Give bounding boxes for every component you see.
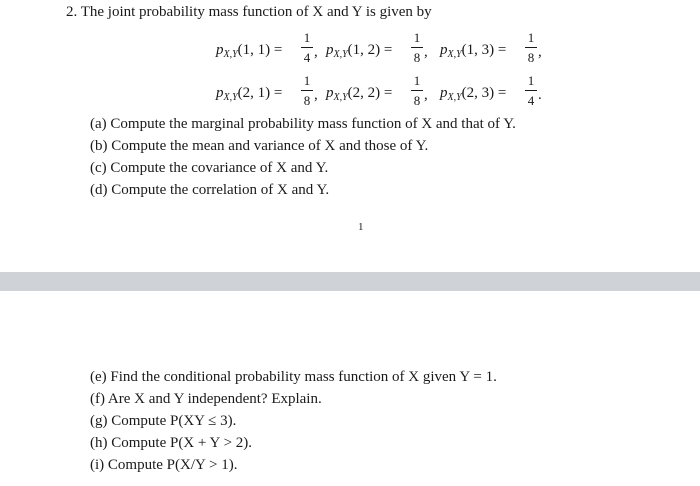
document-page-2 xyxy=(0,291,700,486)
part-e: (e) Find the conditional probability mass function of X given Y = 1. xyxy=(90,369,497,385)
part-g: (g) Compute P(XY ≤ 3). xyxy=(90,413,237,429)
part-c: (c) Compute the covariance of X and Y. xyxy=(90,160,329,176)
problem-number: 2. xyxy=(66,4,78,20)
page-number: 1 xyxy=(358,221,364,233)
problem-heading xyxy=(66,3,432,21)
problem-statement: The joint probability mass function of X and Y is given by xyxy=(80,4,432,20)
part-h: (h) Compute P(X + Y > 2). xyxy=(90,435,253,451)
page-gap xyxy=(0,272,700,291)
part-a: (a) Compute the marginal probability mass function of X and that of Y. xyxy=(90,116,516,132)
part-i: (i) Compute P(X/Y > 1). xyxy=(90,457,238,473)
part-b: (b) Compute the mean and variance of X and those of Y. xyxy=(90,138,429,154)
pmf-row-2: $p_{X,Y}(2$, 1) = 1 8 , $p_{X,Y}(2$, 2) = 1 8 , $p_{X,Y}(2$, 3) = 1 4 . xyxy=(216,73,542,108)
part-f: (f) Are X and Y independent? Explain. xyxy=(90,391,322,407)
part-d: (d) Compute the correlation of X and Y. xyxy=(90,182,330,198)
pmf-row-1: $p_{X,Y}(1$, 1) = 1 4 , $p_{X,Y}(1$, 2) = 1 8 , $p_{X,Y}(1$, 3) = 1 8 , xyxy=(216,30,542,65)
